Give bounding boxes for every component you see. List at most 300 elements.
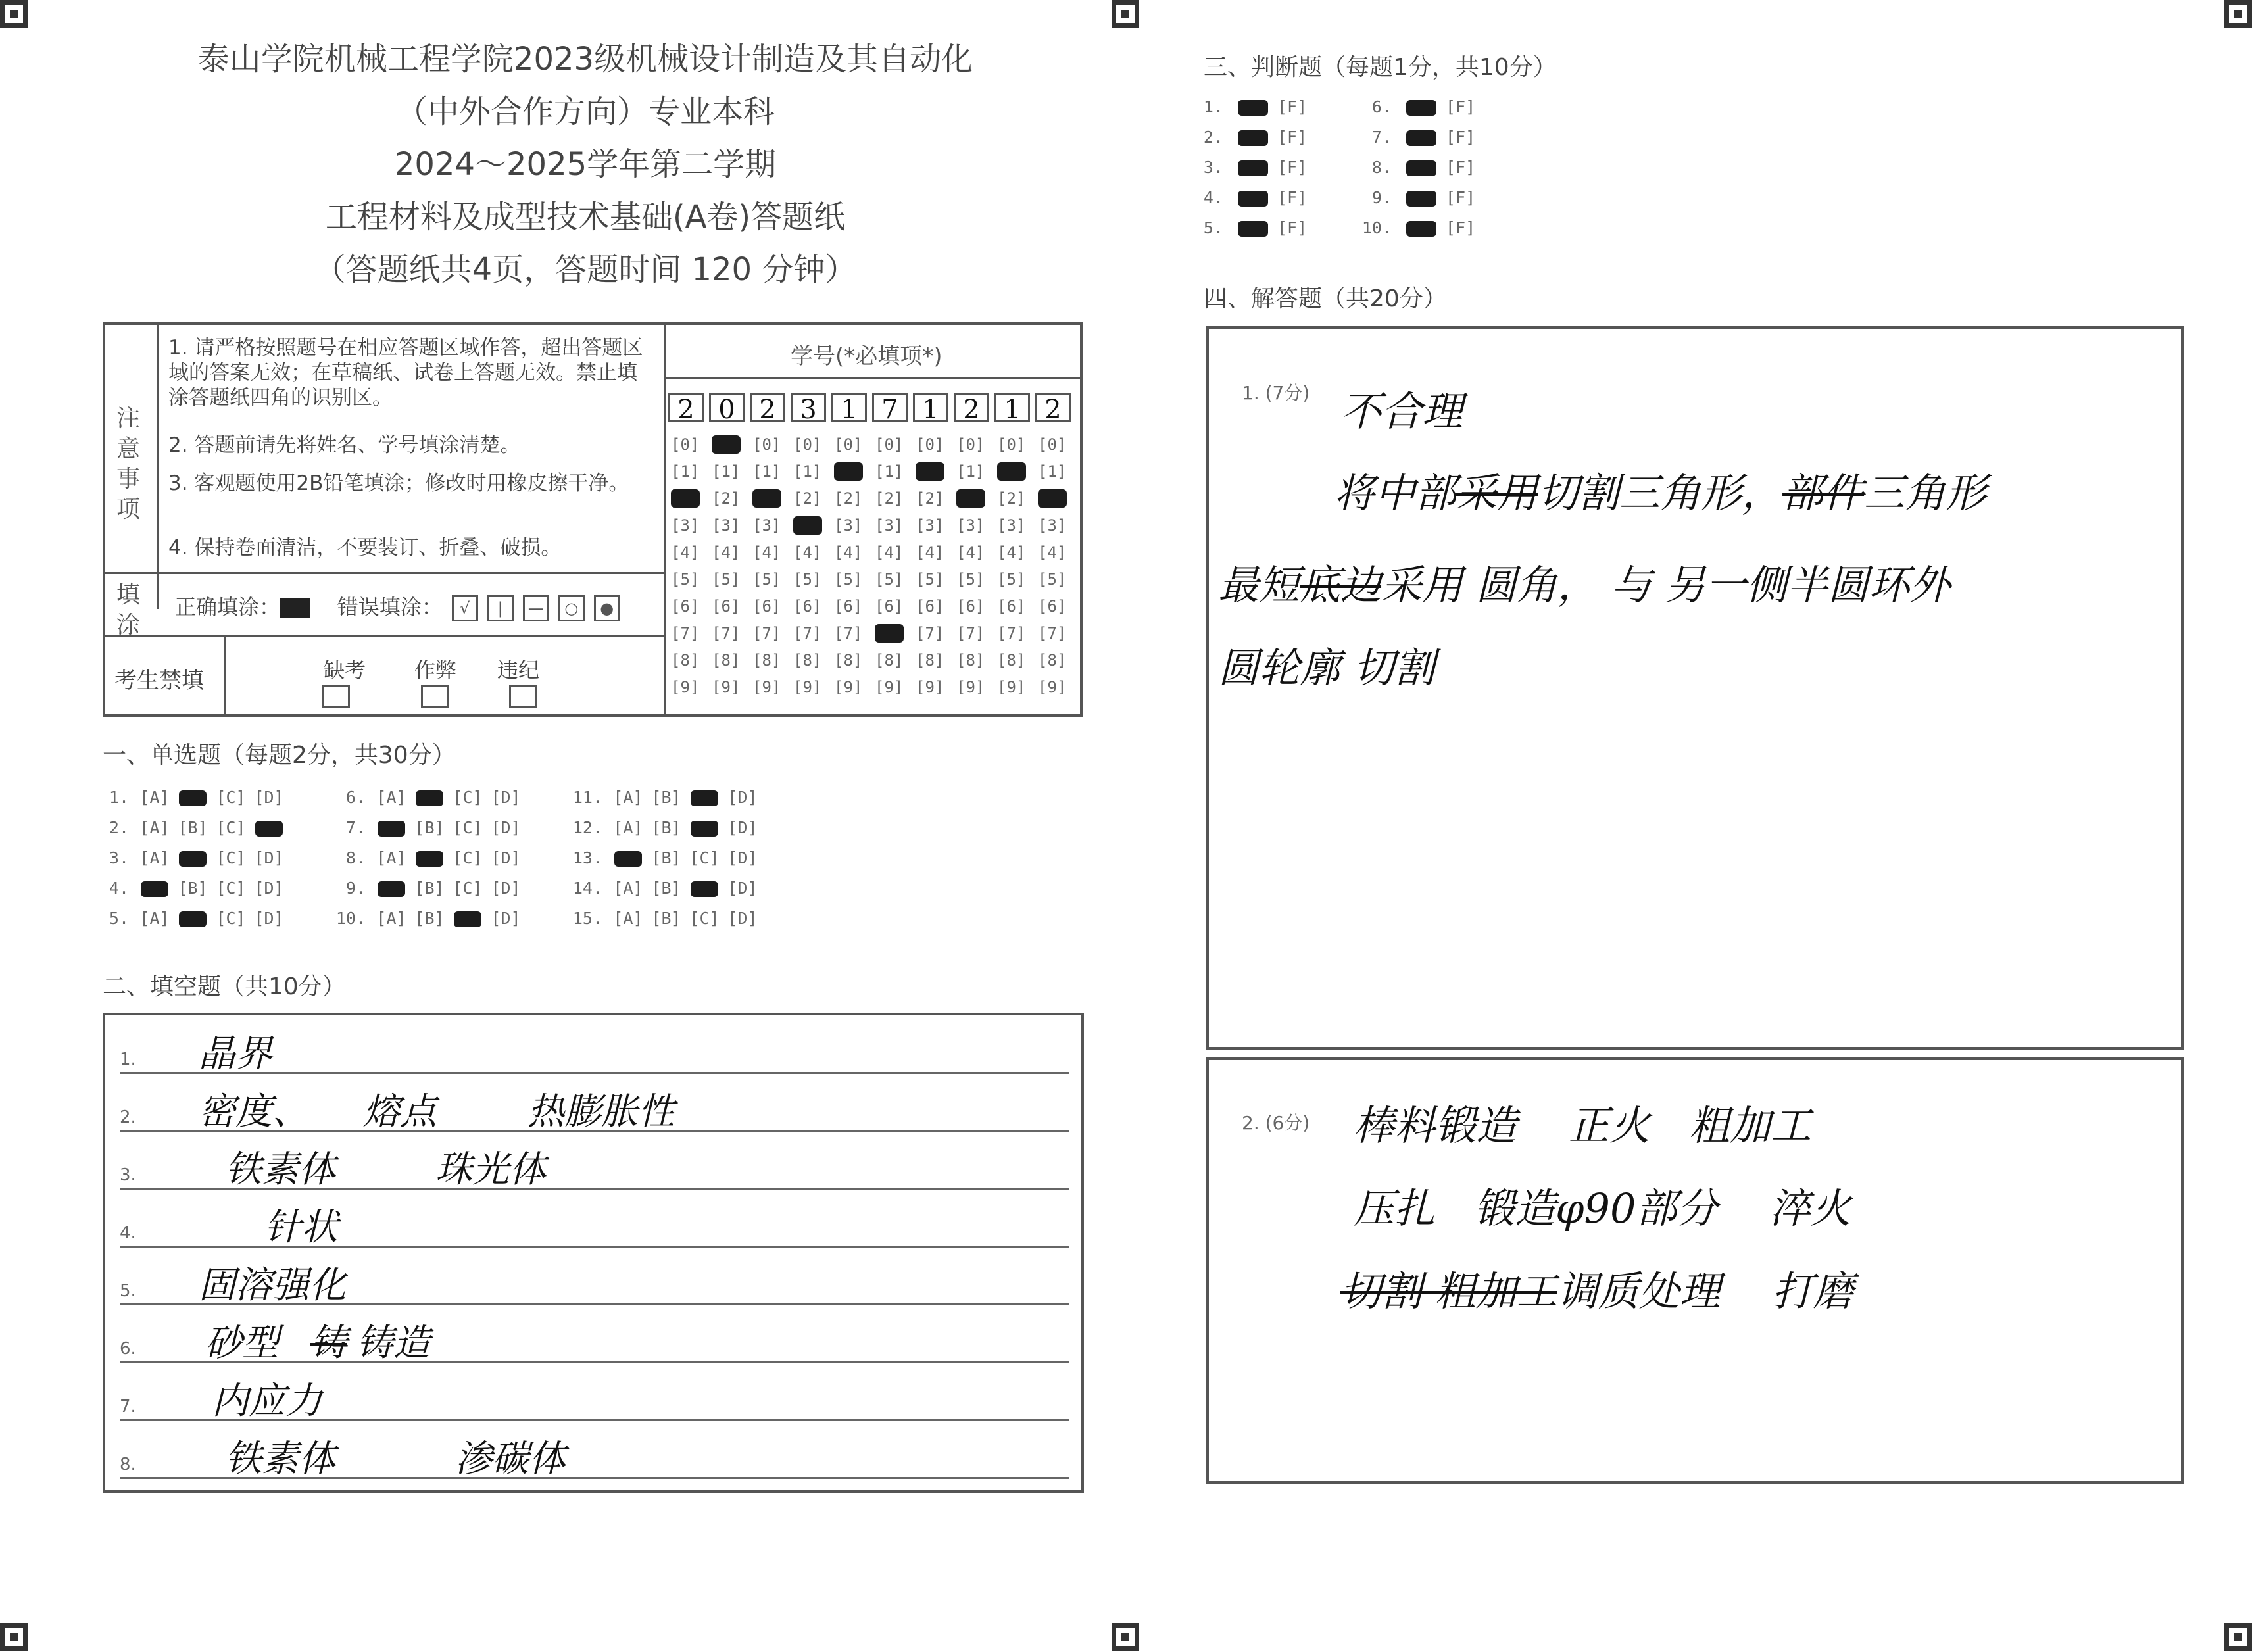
question-number: 2. — [1203, 128, 1223, 147]
id-bubble[interactable]: [1] — [712, 462, 741, 481]
single-choice-row — [329, 909, 525, 928]
question-number: 3. — [109, 848, 129, 867]
option-bubble[interactable]: [C] — [216, 909, 246, 928]
id-bubble[interactable]: [7] — [1038, 624, 1067, 643]
single-choice-row — [566, 848, 762, 867]
id-bubble[interactable]: [2] — [875, 489, 904, 508]
id-bubble[interactable]: [1] — [671, 462, 700, 481]
question-number: 11. — [572, 788, 602, 807]
wrong-mark-dot: ● — [594, 595, 620, 621]
header-line: 泰山学院机械工程学院2023级机械设计制造及其自动化 — [197, 41, 973, 78]
id-bubble[interactable]: [8] — [956, 651, 985, 669]
option-bubble[interactable]: [B] — [651, 818, 681, 837]
true-false-row — [1190, 158, 1307, 177]
option-bubble[interactable]: [D] — [491, 879, 521, 898]
id-bubble[interactable]: [5] — [956, 570, 985, 589]
id-bubble[interactable]: [9] — [916, 678, 944, 696]
fill-blank-line[interactable] — [120, 1015, 1069, 1074]
true-false-row — [1190, 97, 1307, 116]
option-bubble[interactable]: [D] — [254, 879, 284, 898]
id-bubble[interactable]: [5] — [997, 570, 1026, 589]
handwritten-answer: 砂型 — [205, 1322, 279, 1365]
fill-blank-line[interactable] — [120, 1247, 1069, 1305]
id-bubble[interactable]: [3] — [712, 516, 741, 535]
handwritten-answer: 珠光体 — [435, 1148, 546, 1191]
q1-line-1: 不合理 — [1340, 387, 1463, 435]
id-bubble-filled[interactable] — [793, 516, 822, 535]
student-id-digit[interactable]: 2 — [1035, 393, 1071, 422]
student-id-header: 学号(*必填项*) — [791, 343, 942, 370]
header-line: 工程材料及成型技术基础(A卷)答题纸 — [325, 199, 846, 235]
option-bubble[interactable]: [A] — [613, 879, 643, 898]
true-bubble-filled[interactable] — [1406, 191, 1436, 206]
id-bubble[interactable]: [0] — [834, 435, 863, 454]
id-bubble-filled[interactable] — [997, 462, 1026, 481]
true-false-row — [1359, 158, 1475, 177]
id-bubble[interactable]: [3] — [997, 516, 1026, 535]
option-bubble[interactable]: [B] — [178, 879, 208, 898]
option-bubble[interactable]: [D] — [491, 818, 521, 837]
option-bubble[interactable]: [A] — [613, 788, 643, 807]
wrong-mark-line: | — [487, 595, 514, 621]
option-bubble[interactable]: [B] — [178, 818, 208, 837]
fill-number: 1. — [120, 1050, 136, 1069]
fill-blank-line[interactable] — [120, 1421, 1069, 1479]
option-bubble[interactable]: [D] — [727, 909, 758, 928]
section4-title: 四、解答题（共20分） — [1204, 285, 1447, 312]
id-bubble[interactable]: [6] — [875, 597, 904, 616]
id-bubble[interactable]: [3] — [875, 516, 904, 535]
id-bubble[interactable]: [1] — [752, 462, 781, 481]
handwritten-answer: 铁素体 — [225, 1148, 335, 1191]
question-number: 4. — [1203, 188, 1223, 207]
true-false-row — [1190, 188, 1307, 207]
id-bubble-filled[interactable] — [916, 462, 944, 481]
option-bubble-filled[interactable] — [410, 848, 449, 867]
handwritten-answer: 渗碳体 — [455, 1438, 566, 1480]
id-bubble[interactable]: [1] — [1038, 462, 1067, 481]
option-bubble[interactable]: [A] — [139, 788, 170, 807]
correct-fill-mark — [280, 598, 310, 618]
question-number: 5. — [1203, 218, 1223, 237]
student-id-digit[interactable]: 1 — [994, 393, 1030, 422]
question-number: 8. — [345, 848, 366, 867]
fill-number: 5. — [120, 1281, 136, 1301]
fill-blank-line[interactable] — [120, 1073, 1069, 1132]
id-bubble[interactable]: [9] — [834, 678, 863, 696]
id-bubble[interactable]: [4] — [956, 543, 985, 562]
single-choice-row — [92, 879, 288, 898]
true-bubble-filled[interactable] — [1406, 100, 1436, 116]
id-bubble[interactable]: [1] — [793, 462, 822, 481]
id-bubble[interactable]: [9] — [793, 678, 822, 696]
true-bubble-filled[interactable] — [1238, 160, 1268, 176]
wrong-mark-check: √ — [452, 595, 478, 621]
forbid-option: 缺考 — [324, 658, 366, 683]
id-bubble[interactable]: [8] — [997, 651, 1026, 669]
header-line: （中外合作方向）专业本科 — [395, 93, 775, 130]
fill-number: 6. — [120, 1339, 136, 1359]
true-bubble-filled[interactable] — [1238, 130, 1268, 146]
single-choice-row — [566, 818, 762, 837]
notice-item: 1. 请严格按照题号在相应答题区域作答，超出答题区域的答案无效；在草稿纸、试卷上答题无效。禁止填涂答题纸四角的识别区。 — [168, 336, 643, 410]
fill-blank-line[interactable] — [120, 1189, 1069, 1248]
corner-mark-top-center — [1112, 0, 1139, 28]
true-bubble-filled[interactable] — [1238, 191, 1268, 206]
true-false-row — [1190, 218, 1307, 237]
handwritten-answer: 铸造 — [356, 1322, 430, 1365]
false-bubble[interactable]: [F] — [1277, 188, 1308, 207]
q1-line-3: 最短底边采用 圆角， 与 另一侧半圆环外 — [1218, 561, 1951, 609]
student-id-digit[interactable]: 1 — [831, 393, 867, 422]
false-bubble[interactable]: [F] — [1277, 97, 1308, 116]
id-bubble-filled[interactable] — [875, 624, 904, 643]
option-bubble[interactable]: [A] — [376, 909, 406, 928]
option-bubble-filled[interactable] — [372, 879, 410, 898]
true-false-row — [1359, 128, 1475, 147]
id-bubble[interactable]: [6] — [671, 597, 700, 616]
id-bubble-filled[interactable] — [671, 489, 700, 508]
id-bubble[interactable]: [3] — [1038, 516, 1067, 535]
question-number: 1. — [109, 788, 129, 807]
corner-mark-bottom-right — [2224, 1623, 2252, 1651]
id-bubble[interactable]: [3] — [752, 516, 781, 535]
fill-blank-line[interactable] — [120, 1363, 1069, 1421]
id-bubble[interactable]: [5] — [834, 570, 863, 589]
false-bubble[interactable]: [F] — [1446, 97, 1476, 116]
true-bubble-filled[interactable] — [1406, 160, 1436, 176]
false-bubble[interactable]: [F] — [1446, 158, 1476, 177]
section3-title: 三、判断题（每题1分，共10分） — [1204, 54, 1557, 81]
option-bubble[interactable]: [D] — [727, 848, 758, 867]
false-bubble[interactable]: [F] — [1446, 128, 1476, 147]
id-bubble[interactable]: [7] — [834, 624, 863, 643]
id-bubble[interactable]: [2] — [997, 489, 1026, 508]
student-id-digit[interactable]: 1 — [913, 393, 948, 422]
option-bubble[interactable]: [C] — [216, 788, 246, 807]
option-bubble-filled[interactable] — [685, 818, 723, 837]
id-bubble[interactable]: [7] — [997, 624, 1026, 643]
handwritten-answer: 熔点 — [363, 1090, 437, 1133]
handwritten-answer: 针状 — [264, 1206, 338, 1249]
fill-blank-line[interactable] — [120, 1131, 1069, 1190]
id-bubble[interactable]: [5] — [793, 570, 822, 589]
question-number: 9. — [1371, 188, 1392, 207]
corner-mark-top-left — [0, 0, 28, 28]
option-bubble[interactable]: [A] — [613, 818, 643, 837]
fill-blank-box — [103, 1013, 1084, 1493]
option-bubble-filled[interactable] — [135, 879, 174, 898]
id-bubble[interactable]: [9] — [997, 678, 1026, 696]
id-bubble[interactable]: [9] — [1038, 678, 1067, 696]
question-number: 10. — [335, 909, 366, 928]
id-bubble-filled[interactable] — [712, 435, 741, 454]
id-bubble[interactable]: [4] — [834, 543, 863, 562]
wrong-mark-dash: — — [523, 595, 549, 621]
fill-number: 4. — [120, 1223, 136, 1243]
true-bubble-filled[interactable] — [1406, 221, 1436, 237]
id-bubble[interactable]: [8] — [916, 651, 944, 669]
question-number: 1. — [1203, 97, 1223, 116]
single-choice-row — [329, 788, 525, 807]
cheat-checkbox[interactable] — [421, 685, 449, 708]
q2-line-3: 切割 粗加工调质处理 打磨 — [1340, 1267, 1854, 1315]
option-bubble-filled[interactable] — [174, 788, 212, 807]
fill-blank-line[interactable] — [120, 1305, 1069, 1363]
option-bubble[interactable]: [C] — [689, 848, 720, 867]
id-bubble[interactable]: [6] — [916, 597, 944, 616]
id-bubble[interactable]: [6] — [752, 597, 781, 616]
id-bubble[interactable]: [6] — [1038, 597, 1067, 616]
student-id-digit[interactable]: 2 — [954, 393, 989, 422]
id-bubble[interactable]: [8] — [793, 651, 822, 669]
option-bubble[interactable]: [A] — [139, 909, 170, 928]
id-bubble[interactable]: [0] — [793, 435, 822, 454]
id-bubble[interactable]: [9] — [712, 678, 741, 696]
id-bubble[interactable]: [9] — [875, 678, 904, 696]
id-bubble[interactable]: [0] — [752, 435, 781, 454]
id-bubble[interactable]: [5] — [671, 570, 700, 589]
option-bubble[interactable]: [B] — [651, 788, 681, 807]
question-number: 12. — [572, 818, 602, 837]
single-choice-row — [566, 879, 762, 898]
q1-line-2: 将中部采用切割三角形，部件三角形 — [1334, 469, 1987, 517]
option-bubble[interactable]: [B] — [651, 879, 681, 898]
absent-checkbox[interactable] — [322, 685, 350, 708]
option-bubble[interactable]: [C] — [453, 879, 483, 898]
option-bubble-filled[interactable] — [685, 879, 723, 898]
option-bubble[interactable]: [B] — [414, 879, 445, 898]
id-bubble[interactable]: [9] — [671, 678, 700, 696]
answer-box-q2[interactable] — [1206, 1057, 2184, 1484]
answer-box-q1[interactable] — [1206, 326, 2184, 1050]
id-bubble[interactable]: [4] — [1038, 543, 1067, 562]
id-bubble[interactable]: [2] — [712, 489, 741, 508]
option-bubble[interactable]: [C] — [216, 879, 246, 898]
true-bubble-filled[interactable] — [1238, 221, 1268, 237]
option-bubble-filled[interactable] — [410, 788, 449, 807]
id-bubble[interactable]: [8] — [671, 651, 700, 669]
id-bubble[interactable]: [0] — [671, 435, 700, 454]
section1-title: 一、单选题（每题2分，共30分） — [103, 742, 456, 769]
option-bubble[interactable]: [C] — [453, 818, 483, 837]
question-number: 14. — [572, 879, 602, 898]
id-bubble[interactable]: [6] — [956, 597, 985, 616]
corner-mark-bottom-center — [1112, 1623, 1139, 1651]
student-id-digit[interactable]: 3 — [791, 393, 826, 422]
struck-out-text: 铸 — [310, 1322, 347, 1365]
question-number: 10. — [1361, 218, 1392, 237]
option-bubble[interactable]: [A] — [376, 788, 406, 807]
option-bubble[interactable]: [D] — [727, 818, 758, 837]
id-bubble[interactable]: [7] — [712, 624, 741, 643]
id-bubble[interactable]: [0] — [997, 435, 1026, 454]
true-bubble-filled[interactable] — [1238, 100, 1268, 116]
true-false-row — [1359, 97, 1475, 116]
false-bubble[interactable]: [F] — [1277, 158, 1308, 177]
option-bubble[interactable]: [B] — [651, 848, 681, 867]
single-choice-row — [329, 848, 525, 867]
forbid-option: 违纪 — [497, 658, 540, 683]
true-false-row — [1190, 128, 1307, 147]
id-bubble[interactable]: [8] — [875, 651, 904, 669]
option-bubble[interactable]: [C] — [689, 909, 720, 928]
option-bubble[interactable]: [D] — [254, 848, 284, 867]
id-bubble[interactable]: [7] — [916, 624, 944, 643]
id-bubble[interactable]: [4] — [793, 543, 822, 562]
handwritten-answer: 密度、 — [199, 1090, 309, 1133]
wrong-fill-label: 错误填涂： — [337, 595, 443, 620]
correct-fill-label: 正确填涂： — [175, 595, 281, 620]
true-false-row — [1359, 218, 1475, 237]
question-number: 7. — [1371, 128, 1392, 147]
id-bubble[interactable]: [7] — [671, 624, 700, 643]
single-choice-row — [92, 788, 288, 807]
id-bubble[interactable]: [7] — [752, 624, 781, 643]
option-bubble-filled[interactable] — [174, 848, 212, 867]
id-bubble[interactable]: [7] — [793, 624, 822, 643]
id-bubble[interactable]: [0] — [916, 435, 944, 454]
student-id-digit[interactable]: 2 — [668, 393, 704, 422]
option-bubble[interactable]: [D] — [254, 788, 284, 807]
id-bubble[interactable]: [3] — [956, 516, 985, 535]
id-bubble[interactable]: [5] — [1038, 570, 1067, 589]
option-bubble[interactable]: [A] — [613, 909, 643, 928]
false-bubble[interactable]: [F] — [1446, 188, 1476, 207]
id-bubble-filled[interactable] — [752, 489, 781, 508]
option-bubble[interactable]: [D] — [491, 848, 521, 867]
true-bubble-filled[interactable] — [1406, 130, 1436, 146]
id-bubble[interactable]: [5] — [752, 570, 781, 589]
notice-item: 4. 保持卷面清洁，不要装订、折叠、破损。 — [168, 536, 562, 560]
id-bubble[interactable]: [6] — [834, 597, 863, 616]
option-bubble-filled[interactable] — [449, 909, 487, 928]
id-bubble[interactable]: [8] — [1038, 651, 1067, 669]
id-bubble[interactable]: [2] — [834, 489, 863, 508]
id-bubble[interactable]: [0] — [1038, 435, 1067, 454]
option-bubble[interactable]: [B] — [414, 909, 445, 928]
question-number: 2. — [109, 818, 129, 837]
option-bubble[interactable]: [C] — [216, 818, 246, 837]
id-bubble[interactable]: [0] — [875, 435, 904, 454]
id-bubble[interactable]: [3] — [916, 516, 944, 535]
id-bubble[interactable]: [6] — [712, 597, 741, 616]
option-bubble[interactable]: [C] — [453, 788, 483, 807]
q1-label: 1. (7分) — [1242, 382, 1310, 404]
option-bubble[interactable]: [D] — [727, 879, 758, 898]
forbid-label: 考生禁填 — [114, 668, 204, 694]
option-bubble[interactable]: [A] — [376, 848, 406, 867]
q2-label: 2. (6分) — [1242, 1112, 1310, 1134]
option-bubble[interactable]: [D] — [491, 788, 521, 807]
id-bubble-filled[interactable] — [956, 489, 985, 508]
question-number: 9. — [345, 879, 366, 898]
q2-line-2: 压扎 锻造φ90部分 淬火 — [1354, 1184, 1851, 1232]
option-bubble[interactable]: [D] — [254, 909, 284, 928]
id-bubble[interactable]: [4] — [997, 543, 1026, 562]
id-bubble[interactable]: [5] — [916, 570, 944, 589]
id-bubble[interactable]: [4] — [752, 543, 781, 562]
id-bubble[interactable]: [8] — [834, 651, 863, 669]
option-bubble[interactable]: [C] — [216, 848, 246, 867]
notice-item: 3. 客观题使用2B铅笔填涂；修改时用橡皮擦干净。 — [168, 472, 629, 495]
id-bubble[interactable]: [3] — [671, 516, 700, 535]
id-bubble[interactable]: [5] — [712, 570, 741, 589]
id-bubble[interactable]: [3] — [834, 516, 863, 535]
discipline-checkbox[interactable] — [509, 685, 537, 708]
id-bubble[interactable]: [0] — [956, 435, 985, 454]
id-bubble[interactable]: [1] — [956, 462, 985, 481]
q1-line-4: 圆轮廓 切割 — [1218, 644, 1435, 692]
student-id-digit[interactable]: 0 — [709, 393, 745, 422]
id-bubble[interactable]: [9] — [752, 678, 781, 696]
id-bubble[interactable]: [4] — [875, 543, 904, 562]
id-bubble[interactable]: [4] — [671, 543, 700, 562]
option-bubble[interactable]: [D] — [727, 788, 758, 807]
id-bubble[interactable]: [9] — [956, 678, 985, 696]
handwritten-answer: 内应力 — [212, 1380, 322, 1422]
false-bubble[interactable]: [F] — [1277, 218, 1308, 237]
question-number: 3. — [1203, 158, 1223, 177]
q2-line-1: 棒料锻造 正火 粗加工 — [1354, 1102, 1812, 1150]
option-bubble[interactable]: [C] — [453, 848, 483, 867]
id-bubble-filled[interactable] — [834, 462, 863, 481]
corner-mark-bottom-left — [0, 1623, 28, 1651]
false-bubble[interactable]: [F] — [1277, 128, 1308, 147]
question-number: 15. — [572, 909, 602, 928]
id-bubble[interactable]: [1] — [875, 462, 904, 481]
false-bubble[interactable]: [F] — [1446, 218, 1476, 237]
id-bubble[interactable]: [6] — [793, 597, 822, 616]
student-id-digit[interactable]: 2 — [750, 393, 785, 422]
single-choice-row — [92, 818, 288, 837]
option-bubble[interactable]: [B] — [414, 818, 445, 837]
id-bubble[interactable]: [5] — [875, 570, 904, 589]
option-bubble-filled[interactable] — [174, 909, 212, 928]
fill-number: 8. — [120, 1455, 136, 1474]
option-bubble-filled[interactable] — [609, 848, 647, 867]
fill-number: 2. — [120, 1107, 136, 1127]
option-bubble-filled[interactable] — [685, 788, 723, 807]
option-bubble-filled[interactable] — [372, 818, 410, 837]
question-number: 6. — [1371, 97, 1392, 116]
handwritten-answer: 晶界 — [199, 1032, 272, 1075]
single-choice-row — [92, 848, 288, 867]
id-bubble[interactable]: [4] — [916, 543, 944, 562]
header-line: 2024～2025学年第二学期 — [394, 146, 777, 183]
option-bubble[interactable]: [D] — [491, 909, 521, 928]
id-bubble[interactable]: [8] — [752, 651, 781, 669]
single-choice-row — [329, 818, 525, 837]
question-number: 7. — [345, 818, 366, 837]
id-bubble-filled[interactable] — [1038, 489, 1067, 508]
option-bubble-filled[interactable] — [250, 818, 288, 837]
id-bubble[interactable]: [7] — [956, 624, 985, 643]
wrong-mark-circle: ○ — [558, 595, 585, 621]
handwritten-answer: 铁素体 — [225, 1438, 335, 1480]
id-bubble[interactable]: [2] — [916, 489, 944, 508]
option-bubble[interactable]: [A] — [139, 818, 170, 837]
option-bubble[interactable]: [A] — [139, 848, 170, 867]
fill-label: 填涂 — [116, 581, 140, 639]
id-bubble[interactable]: [6] — [997, 597, 1026, 616]
id-bubble[interactable]: [8] — [712, 651, 741, 669]
option-bubble[interactable]: [B] — [651, 909, 681, 928]
student-id-digit[interactable]: 7 — [872, 393, 908, 422]
handwritten-answer: 热膨胀性 — [527, 1090, 675, 1133]
id-bubble[interactable]: [4] — [712, 543, 741, 562]
id-bubble[interactable]: [2] — [793, 489, 822, 508]
